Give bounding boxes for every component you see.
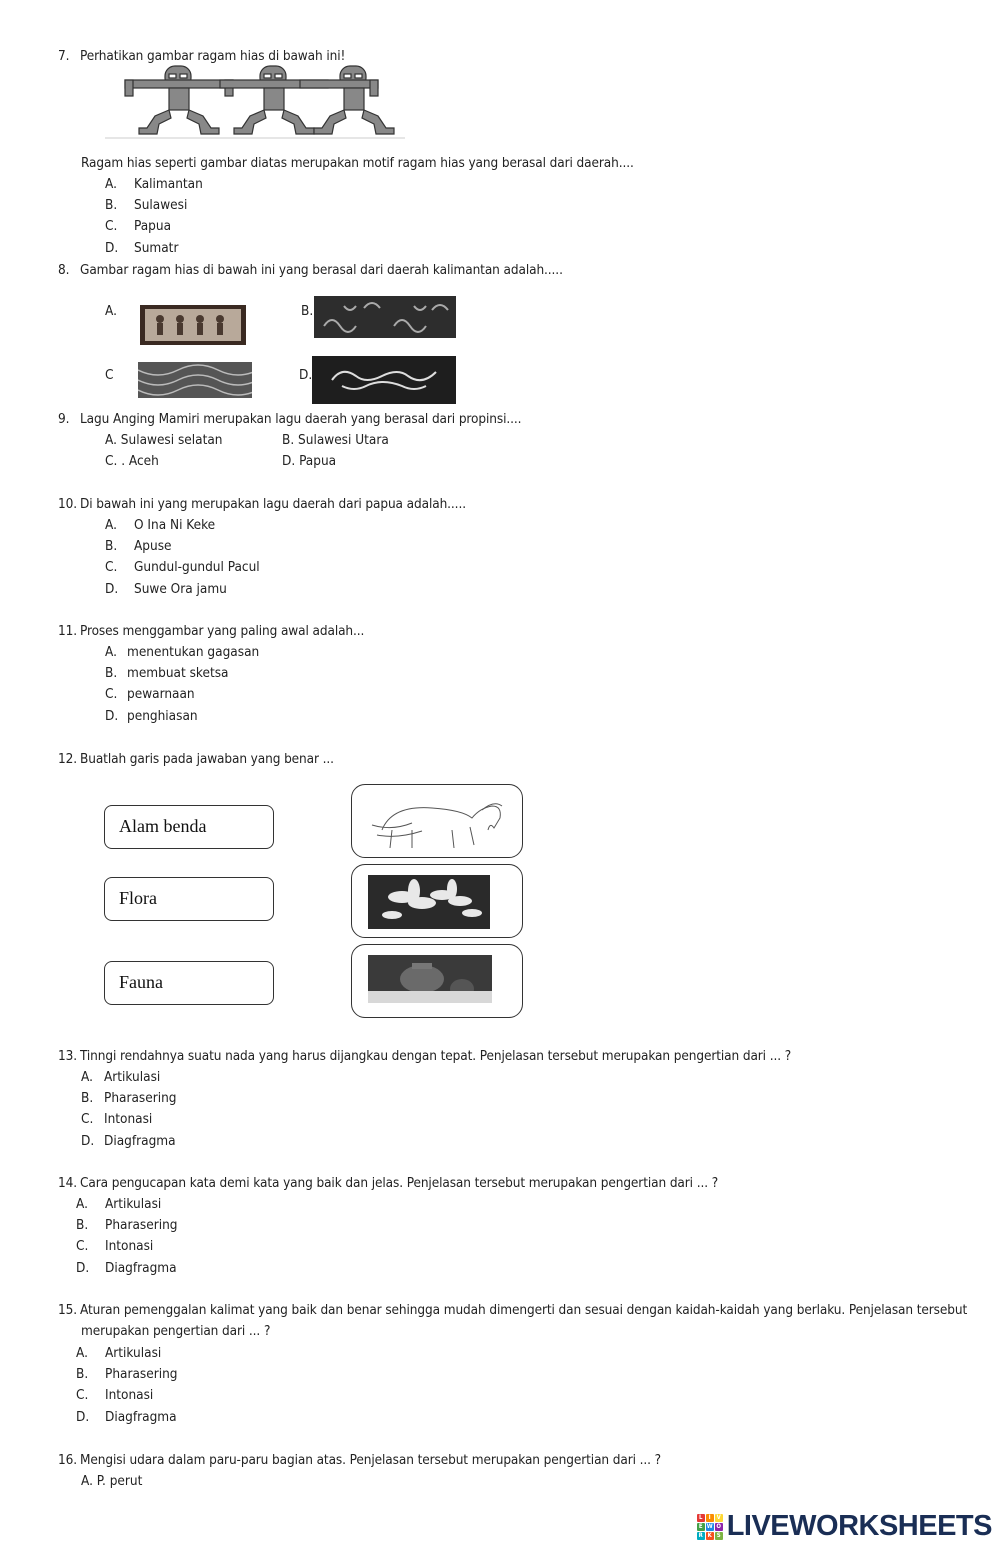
question-text-line1: Aturan pemenggalan kalimat yang baik dan benar sehingga mudah dimengerti dan sesuai dengan kaidah-kaidah yang berlaku. Penjelasan tersebut xyxy=(80,1302,968,1318)
option-d[interactable] xyxy=(105,708,198,724)
option-text: Suwe Ora jamu xyxy=(134,580,227,597)
option-text: Pharasering xyxy=(105,1366,178,1383)
option-a[interactable] xyxy=(105,176,203,192)
option-text: Artikulasi xyxy=(105,1345,162,1361)
brand-name: LIVEWORKSHEETS xyxy=(726,1510,992,1542)
option-a[interactable] xyxy=(76,1345,161,1361)
question-number: 15. xyxy=(58,1302,78,1318)
option-text: Intonasi xyxy=(105,1387,154,1404)
option-text: Diagfragma xyxy=(105,1408,177,1425)
logo-tile: R xyxy=(698,1531,703,1539)
question-number: 9. xyxy=(58,411,70,427)
question-number: 7. xyxy=(58,48,70,64)
logo-tile: O xyxy=(716,1522,721,1530)
option-letter: C. xyxy=(81,1111,94,1128)
logo-icon xyxy=(697,1514,723,1540)
option-text: Sulawesi xyxy=(134,197,188,214)
option-a[interactable]: A. Sulawesi selatan xyxy=(105,432,223,448)
question-text: Tinngi rendahnya suatu nada yang harus dijangkau dengan tepat. Penjelasan tersebut merupakan pengertian dari ... ? xyxy=(80,1048,792,1064)
question-9 xyxy=(58,411,521,427)
question-number: 13. xyxy=(58,1048,78,1064)
option-d[interactable] xyxy=(81,1133,176,1149)
option-a[interactable] xyxy=(105,517,215,533)
option-text: membuat sketsa xyxy=(127,665,229,682)
option-text: Pharasering xyxy=(105,1217,178,1234)
logo-tile: L xyxy=(697,1514,705,1522)
option-a[interactable] xyxy=(81,1069,160,1085)
option-text: O Ina Ni Keke xyxy=(134,517,216,533)
option-letter: B. xyxy=(81,1090,94,1107)
option-letter: D. xyxy=(105,580,119,597)
option-text: menentukan gagasan xyxy=(127,644,260,660)
option-d[interactable] xyxy=(76,1260,177,1276)
question-number: 16. xyxy=(58,1452,78,1468)
option-c[interactable] xyxy=(105,218,171,234)
option-letter: C. xyxy=(76,1387,89,1404)
question-text-line2: merupakan pengertian dari ... ? xyxy=(81,1323,271,1339)
option-text: Diagfragma xyxy=(105,1259,177,1276)
option-text: Artikulasi xyxy=(105,1196,162,1212)
question-text: Cara pengucapan kata demi kata yang baik dan jelas. Penjelasan tersebut merupakan pengertian dari ... ? xyxy=(80,1175,719,1191)
option-c[interactable] xyxy=(76,1238,153,1254)
option-d[interactable] xyxy=(105,240,178,256)
elephant-image xyxy=(352,785,522,857)
question-number: 11. xyxy=(58,623,78,639)
logo-tile: K xyxy=(707,1531,712,1539)
option-letter: D. xyxy=(76,1259,90,1276)
option-letter: C. xyxy=(105,559,118,576)
option-text: Artikulasi xyxy=(104,1069,161,1085)
option-a[interactable] xyxy=(76,1196,161,1212)
question-text: Buatlah garis pada jawaban yang benar ... xyxy=(80,751,334,767)
option-letter: A. xyxy=(76,1196,88,1212)
option-text: Diagfragma xyxy=(104,1132,176,1149)
match-box-alam-benda[interactable]: Alam benda xyxy=(104,805,274,849)
question-14 xyxy=(58,1175,718,1191)
option-c[interactable] xyxy=(76,1387,153,1403)
option-label-a: A. xyxy=(105,303,117,319)
option-letter: C. xyxy=(105,686,118,703)
question-text: Mengisi udara dalam paru-paru bagian atas. Penjelasan tersebut merupakan pengertian dari ... ? xyxy=(80,1452,662,1468)
logo-tile: W xyxy=(706,1522,713,1530)
option-b[interactable] xyxy=(81,1090,176,1106)
question-text: Di bawah ini yang merupakan lagu daerah dari papua adalah..... xyxy=(80,496,466,512)
ornament-image-b[interactable] xyxy=(314,296,456,338)
option-d[interactable]: D. Papua xyxy=(282,453,337,469)
option-letter: A. xyxy=(76,1345,88,1361)
option-text: pewarnaan xyxy=(127,686,195,703)
option-text: Sumatr xyxy=(134,239,179,256)
option-letter: C. xyxy=(105,218,118,235)
option-letter: B. xyxy=(105,538,118,555)
option-a[interactable]: A. P. perut xyxy=(81,1473,143,1489)
option-text: Intonasi xyxy=(105,1238,154,1255)
flower-image xyxy=(352,865,522,937)
ornament-image-a[interactable] xyxy=(140,305,246,345)
question-text: Lagu Anging Mamiri merupakan lagu daerah yang berasal dari propinsi.... xyxy=(80,411,522,427)
question-7-description: Ragam hias seperti gambar diatas merupakan motif ragam hias yang berasal dari daerah.... xyxy=(81,155,634,171)
question-number: 10. xyxy=(58,496,78,512)
match-box-fauna[interactable]: Fauna xyxy=(104,961,274,1005)
option-c[interactable] xyxy=(105,686,195,702)
question-7 xyxy=(58,48,345,64)
question-text: Proses menggambar yang paling awal adalah... xyxy=(80,623,365,639)
ragam-hias-image xyxy=(100,64,410,140)
option-text: Intonasi xyxy=(104,1111,153,1128)
option-text: penghiasan xyxy=(127,707,198,724)
option-b[interactable] xyxy=(105,538,172,554)
option-d[interactable] xyxy=(105,581,227,597)
option-d[interactable] xyxy=(76,1409,177,1425)
option-a[interactable] xyxy=(105,644,259,660)
question-8 xyxy=(58,262,563,278)
question-text: Perhatikan gambar ragam hias di bawah ini! xyxy=(80,48,346,64)
question-number: 14. xyxy=(58,1175,78,1191)
logo-tile: I xyxy=(706,1514,714,1522)
logo-tile: V xyxy=(716,1513,721,1521)
question-12 xyxy=(58,751,334,767)
option-letter: B. xyxy=(76,1217,89,1234)
liveworksheets-logo[interactable] xyxy=(697,1510,992,1543)
still-life-image xyxy=(352,945,522,1017)
option-text: Gundul-gundul Pacul xyxy=(134,559,260,576)
option-label-c: C xyxy=(105,367,114,383)
option-letter: B. xyxy=(105,197,118,214)
option-c[interactable] xyxy=(105,559,260,575)
match-image-elephant[interactable] xyxy=(351,784,523,858)
match-image-flower[interactable] xyxy=(351,864,523,938)
ornament-image-c[interactable] xyxy=(138,362,252,398)
question-15 xyxy=(58,1302,967,1318)
logo-tile: E xyxy=(697,1523,705,1531)
ornament-image-d[interactable] xyxy=(312,356,456,404)
option-label-d: D. xyxy=(299,367,313,383)
option-letter: D. xyxy=(105,707,119,724)
option-c[interactable]: C. . Aceh xyxy=(105,453,159,469)
question-11 xyxy=(58,623,364,639)
logo-tile: S xyxy=(715,1532,723,1540)
option-letter: A. xyxy=(105,176,117,192)
question-10 xyxy=(58,496,466,512)
option-letter: A. xyxy=(81,1069,93,1085)
option-letter: C. xyxy=(76,1238,89,1255)
question-13 xyxy=(58,1048,791,1064)
question-number: 12. xyxy=(58,751,78,767)
option-letter: D. xyxy=(76,1408,90,1425)
option-label-b: B. xyxy=(301,303,314,319)
match-image-still-life[interactable] xyxy=(351,944,523,1018)
option-c[interactable] xyxy=(81,1111,152,1127)
option-text: Pharasering xyxy=(104,1090,177,1107)
match-box-flora[interactable]: Flora xyxy=(104,877,274,921)
option-letter: D. xyxy=(81,1132,95,1149)
option-letter: A. xyxy=(105,517,117,533)
option-b[interactable] xyxy=(76,1366,177,1382)
question-number: 8. xyxy=(58,262,70,278)
option-b[interactable] xyxy=(105,197,187,213)
option-text: Kalimantan xyxy=(134,176,203,192)
option-text: Apuse xyxy=(134,538,172,555)
option-letter: B. xyxy=(76,1366,89,1383)
option-b[interactable] xyxy=(76,1217,177,1233)
option-letter: A. xyxy=(105,644,117,660)
option-b[interactable] xyxy=(105,665,229,681)
option-b[interactable]: B. Sulawesi Utara xyxy=(282,432,389,448)
question-16 xyxy=(58,1452,661,1468)
option-text: Papua xyxy=(134,218,172,235)
question-text: Gambar ragam hias di bawah ini yang berasal dari daerah kalimantan adalah..... xyxy=(80,262,563,278)
option-letter: D. xyxy=(105,239,119,256)
option-letter: B. xyxy=(105,665,118,682)
